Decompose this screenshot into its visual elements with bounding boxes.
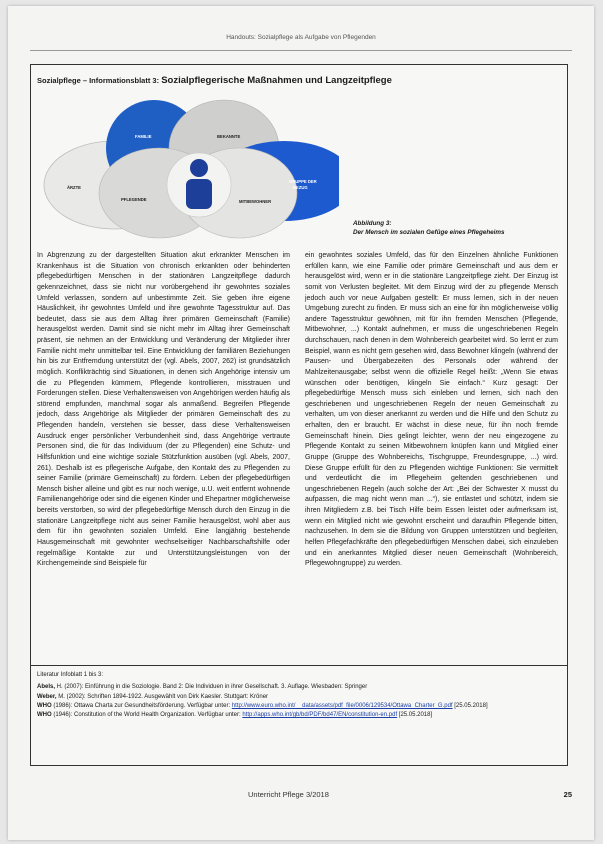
lit-author: Abels, <box>37 684 56 691</box>
caption-label: Abbildung 3: <box>353 220 392 227</box>
social-structure-diagram <box>39 93 339 243</box>
label-bezugsgruppe: GRUPPE DER <box>289 179 317 184</box>
footer-journal-title: Unterricht Pflege 3/2018 <box>248 790 329 799</box>
lit-text: H. (2007): Einführung in die Soziologie. Band 2: Die Individuen in ihrer Gesellschaft. 3. Auflage. Wiesbaden: Springer <box>55 684 368 691</box>
lit-author: WHO <box>37 712 52 719</box>
literature-entry <box>37 683 557 692</box>
running-header: Handouts: Sozialpflege als Aufgabe von Pflegenden <box>226 34 376 41</box>
label-aerzte: ÄRZTE <box>67 185 81 190</box>
lit-link[interactable]: http://apps.who.int/gb/bd/PDF/bd47/EN/constitution-en.pdf <box>242 712 398 719</box>
literature-entry <box>37 693 557 702</box>
literature-entry <box>37 702 557 711</box>
literature-section <box>37 671 557 720</box>
label-mitbewohner: MITBEWOHNER <box>239 199 272 204</box>
header-divider <box>30 50 572 51</box>
person-body-icon <box>186 179 212 209</box>
lit-date: [25.05.2018] <box>452 702 488 709</box>
person-head-icon <box>190 159 208 177</box>
lit-author: WHO <box>37 702 52 709</box>
label-familie: FAMILIE <box>135 134 152 139</box>
lit-author: Weber, <box>37 693 57 700</box>
page-sheet <box>8 6 594 840</box>
text-column-left: In Abgrenzung zu der dargestellten Situation akut erkrankter Menschen im Krankenhaus ist die Situation von chronisch erkrankten oder behinderten pflegebedürftigen Menschen in der stationären Langzeitpflege dadurch gekennzeichnet, dass sie nicht nur vorübergehend ihr gewohntes soziales Umfeld verlassen, sondern auf unbestimmte Zeit. Sie geben ihre eigene Häuslichkeit, ihr gewohntes Umfeld und ihre gewohnte Tagesstruktur auf. Das bedeutet, dass sie aus dem Alltag ihrer primären Gemeinschaft (Familie) herausgelöst werden. Damit sind sie nicht mehr im Alltag ihrer Gemeinschaft präsent, sie nehmen an der Entwicklung und Veränderung der Mitglieder ihrer Familie nicht mehr unmittelbar teil. Eine Entwicklung der familiären Beziehungen hin bis zur Entfremdung unterstützt der (vgl. Abels, 2007, 262) ist grundsätzlich möglich. Konflikträchtig sind Situationen, in denen sich Angehörige intensiv um die zu Pflegenden kümmern, Pflegende kontrollieren, misstrauen und Forderungen stellen. Diese Verhaltensweisen von Angehörigen werden häufig als störend empfunden, manchmal sogar als anmaßend. Begreifen Pflegende jedoch, dass Angehörige als Mitglieder der primären Gemeinschaft des zu Pflegenden handeln, verstehen sie besser, dass diese Verhaltensweisen Ausdruck enger persönlicher Verbundenheit sind, dass Angehörige vertraute Personen sind, die für das Individuum (der zu Pflegenden) eine Schutz- und Hilfsfunktion und eine wichtige soziale Stützfunktion ausüben (vgl. Abels, 2007, 261). Deshalb ist es pflegerische Aufgabe, den Kontakt des zu Pflegenden zu seiner Familie (primäre Gemeinschaft) zu fördern. Leben der pflegebedürftigen Mensch bisher alleine und gibt es nur noch wenige, u.U. weit entfernt wohnende Familienangehörige oder sind die eigenen Kinder und Ehepartner möglicherweise bereits verstorben, so wird der pflegebedürftige Mensch durch den Einzug in die stationäre Langzeitpflege nicht aus seiner Familie herausgelöst, wohl aber aus dem für ihn gewohnten sozialen Umfeld. Eine langjährig bestehende Hausgemeinschaft mit gewohnter wechselseitiger Nachbarschaftshilfe oder regelmäßige Kontakte zur und Unterstützungsleistungen von der Kirchengemeinde sind Beispiele für <box>37 252 290 568</box>
info-box <box>30 64 568 766</box>
label-bezugsgruppe-2: BEZUG <box>293 185 308 190</box>
page-number: 25 <box>563 790 572 799</box>
box-title-main: Sozialpflegerische Maßnahmen und Langzeitpflege <box>161 75 392 86</box>
box-title <box>37 75 392 86</box>
label-pflegende: PFLEGENDE <box>121 197 147 202</box>
lit-text: (1986): Ottawa Charta zur Gesundheitsförderung. Verfügbar unter: <box>51 702 232 709</box>
literature-title: Literatur Infoblatt 1 bis 3: <box>37 672 104 678</box>
lit-date: [25.05.2018] <box>397 712 433 719</box>
caption-text: Der Mensch im sozialen Gefüge eines Pflegeheims <box>353 228 505 236</box>
lit-text: M. (2002): Schriften 1894-1922. Ausgewählt von Dirk Kaesler. Stuttgart: Kröner <box>56 693 269 700</box>
literature-entry <box>37 711 557 720</box>
label-bekannte: BEKANNTE <box>217 134 241 139</box>
text-column-right: ein gewohntes soziales Umfeld, das für den Einzelnen ähnliche Funktionen erfüllen kann, wie eine Familie oder primäre Gemeinschaft und aus dem er herausgelöst wird, wenn er in die stationäre Langzeitpflege zieht. Der Einzug ist somit von Verlusten begleitet. Mit dem Einzug wird der zu pflegende Mensch jedoch auch vor neue Aufgaben gestellt: Er muss lernen, sich in der neuen Umgebung zurecht zu finden. Er muss sich an eine für ihn möglicherweise völlig andere Tagesstruktur gewöhnen, mit für ihn fremden Menschen (Pflegende, Mitbewohner, ...) Kontakt aufnehmen, er muss die ungeschriebenen Regeln durchschauen, nach denen in dem Wohnbereich gearbeitet wird. So lernt er zum Beispiel, wann es nicht gern gesehen wird, dass Bewohner klingeln (während der Pausen- und Übergabezeiten des Personals oder während der Mahlzeitenausgabe; selbst wenn die offizielle Regel heißt: „Wenn Sie etwas wünschen oder benötigen, klingeln Sie einfach.“ Kurz gesagt: Der pflegebedürftige Mensch muss sich einleben und lernen, sich nach den geschriebenen und ungeschriebenen Regeln der neuen Gemeinschaft zu verhalten, um von dieser anerkannt zu werden und die Hilfe und den Schutz zu erhalten, den er braucht. Er wächst in diese neue, für ihn noch fremde Gemeinschaft hinein. Dies gelingt leichter, wenn der neu eingezogene zu Pflegende Kontakt zu seinen Mitbewohnern knüpfen kann und Mitglied einer Gruppe (Gruppe des Wohnbereichs, Tischgruppe, Freundesgruppe, ...) wird. Diese Gruppe erfüllt für den zu Pflegenden wichtige Funktionen: Sie vermittelt und verdeutlicht die im Pflegeheim geltenden geschriebenen und ungeschriebenen Regeln (auch solche der Art: „Bei der Schwester X musst du aufpassen, die mag nicht wenn man ...“), sie entlastet und schützt, indem sie ihren Mitgliedern z.B. bei Tisch Hilfe beim Essen leistet oder aufmerksam ist, wenn ein Mitglied nicht wie gewohnt erscheint und daraufhin Pflegende bitten, nachzusehen. In dem sie die Bildung von Gruppen unterstützen und begleiten, helfen Pflegefachkräfte den pflegebedürftigen Menschen dabei, sich einzuleben und ein anerkanntes Mitglied dieser neuen Gemeinschaft (Wohnbereich, Pflegewohngruppe) zu werden. <box>305 252 558 568</box>
figure-caption <box>353 220 558 237</box>
lit-text: (1946): Constitution of the World Health Organization. Verfügbar unter: <box>51 712 243 719</box>
lit-link[interactable]: http://www.euro.who.int/__data/assets/pdf_file/0006/129534/Ottawa_Charter_G.pdf <box>231 702 453 709</box>
literature-divider <box>31 665 567 666</box>
box-title-prefix: Sozialpflege – Informationsblatt 3: <box>37 76 162 85</box>
